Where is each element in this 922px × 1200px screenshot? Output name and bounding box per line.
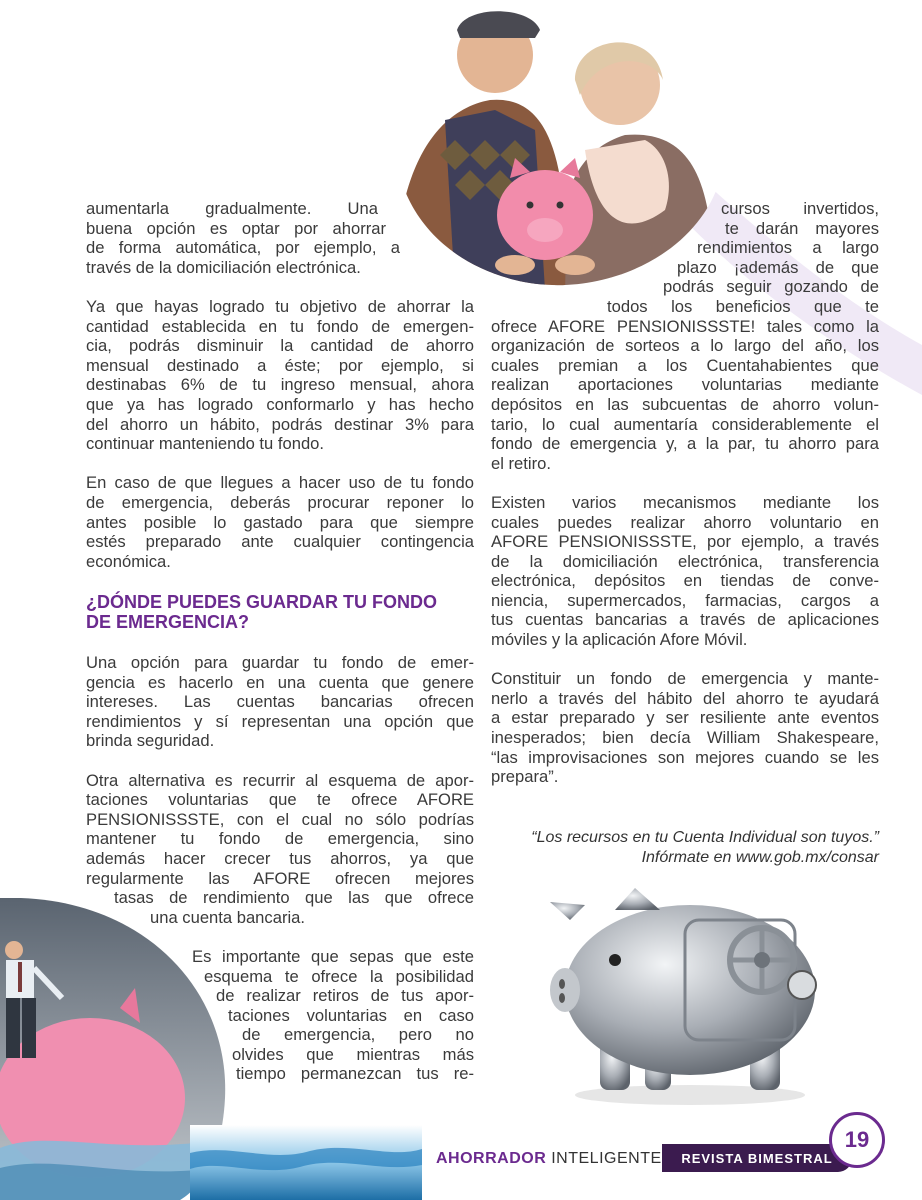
brand-bold: AHORRADOR (436, 1150, 547, 1167)
right-column (491, 199, 879, 787)
text-line: de realizar retiros de tus apor- (216, 986, 474, 1006)
text-line: fondo de emergencia y, a la par, tu ahorro para (491, 434, 879, 454)
magazine-brand (436, 1150, 662, 1168)
left-column (86, 199, 474, 571)
text-line: Es importante que sepas que este (192, 946, 474, 966)
text-line: móviles y la aplicación Afore Móvil. (491, 630, 748, 650)
right-paragraph-2 (491, 493, 879, 650)
heading-line: DE EMERGENCIA? (86, 612, 250, 632)
text-line: económica. (86, 551, 171, 571)
heading-line: ¿DÓNDE PUEDES GUARDAR TU FONDO (86, 592, 438, 612)
right-paragraph-1 (491, 199, 879, 473)
text-line: buena opción es optar por ahorrar (86, 218, 386, 238)
text-line: PENSIONISSSTE, con el cual no sólo podrías (86, 809, 474, 829)
text-line: prepara”. (491, 767, 559, 787)
text-line: nerlo a través del hábito del ahorro te ayudará (491, 688, 879, 708)
text-line: tiempo permanezcan tus re- (236, 1064, 474, 1084)
text-line: depósitos en las subcuentas de ahorro volun- (491, 394, 879, 414)
text-line: tus cuentas bancarias a través de aplicaciones (491, 610, 879, 630)
text-line: rendimientos a largo (697, 238, 879, 258)
text-line: niencia, supermercados, farmacias, cargos a (491, 590, 879, 610)
text-line: gencia es hacerlo en una cuenta que genere (86, 672, 474, 692)
left-paragraph-1 (86, 199, 474, 277)
text-line: mensual destinado a éste; por ejemplo, si (86, 355, 474, 375)
issue-badge: REVISTA BIMESTRAL (662, 1144, 852, 1172)
pull-quote (491, 828, 879, 868)
text-line: además hacer crecer tus ahorros, ya que (86, 848, 474, 868)
text-line: ofrece AFORE PENSIONISSSTE! tales como la (491, 316, 879, 336)
text-line: todos los beneficios que te (607, 296, 879, 316)
text-line: una cuenta bancaria. (150, 907, 305, 927)
text-line: cuales premian a los Cuentahabientes que (491, 355, 879, 375)
text-line: rendimientos y sí representan una opción que (86, 711, 474, 731)
text-line: olvides que mientras más (232, 1044, 474, 1064)
quote-line: Infórmate en www.gob.mx/consar (641, 849, 879, 866)
text-line: antes posible lo gastado para que siempre (86, 512, 474, 532)
text-line: realizan aportaciones voluntarias mediante (491, 375, 879, 395)
text-line: cursos invertidos, (721, 199, 879, 218)
left-paragraph-2 (86, 297, 474, 454)
left-paragraph-3 (86, 473, 474, 571)
text-line: estés preparado ante cualquier contingencia (86, 532, 474, 552)
text-line: continuar manteniendo tu fondo. (86, 434, 325, 454)
page-footer (436, 1127, 922, 1178)
text-line: electrónica, depósitos en tiendas de conve- (491, 571, 879, 591)
text-line: aumentarla gradualmente. Una (86, 199, 378, 218)
text-line: “las improvisaciones son mejores cuando se les (491, 747, 879, 767)
text-line: mantener tu fondo de emergencia, sino (86, 829, 474, 849)
quote-line: “Los recursos en tu Cuenta Individual son tuyos.” (531, 829, 879, 846)
text-line: Constituir un fondo de emergencia y mante- (491, 669, 879, 689)
text-line: intereses. Las cuentas bancarias ofrecen (86, 692, 474, 712)
left-paragraph-4 (86, 653, 474, 751)
text-line: de emergencia, deberás procurar reponer lo (86, 492, 474, 512)
section-heading (86, 592, 474, 632)
text-line: el retiro. (491, 453, 551, 473)
page-number: 19 (829, 1112, 885, 1168)
text-line: tario, lo cual aumentaría considerablemente el (491, 414, 879, 434)
text-line: taciones voluntarias que te ofrece AFORE (86, 790, 474, 810)
text-line: taciones voluntarias en caso (228, 1005, 474, 1025)
text-line: regularmente las AFORE ofrecen mejores (86, 868, 474, 888)
text-line: del ahorro un hábito, podrás destinar 3% para (86, 414, 474, 434)
text-line: tasas de rendimiento que las que ofrece (114, 888, 474, 908)
text-line: AFORE PENSIONISSSTE, por ejemplo, a través (491, 532, 879, 552)
water-splash-photo (190, 1125, 422, 1200)
text-line: esquema te ofrece la posibilidad (204, 966, 474, 986)
text-line: Otra alternativa es recurrir al esquema de apor- (86, 770, 474, 790)
text-line: de emergencia, pero no (242, 1025, 474, 1045)
text-line: inesperados; bien decía William Shakespeare, (491, 728, 879, 748)
text-line: Existen varios mecanismos mediante los (491, 492, 879, 512)
text-line: Ya que hayas logrado tu objetivo de ahorrar la (86, 296, 474, 316)
text-line: cuales puedes realizar ahorro voluntario en (491, 512, 879, 532)
text-line: podrás seguir gozando de (663, 277, 879, 297)
silver-piggy-safe-photo (540, 880, 830, 1110)
text-line: cia, podrás disminuir la cantidad de ahorro (86, 336, 474, 356)
text-line: que ya has logrado conformarlo y has hecho (86, 394, 474, 414)
text-line: cantidad establecida en tu fondo de emergen- (86, 316, 474, 336)
text-line: destinabas 6% de tu ingreso mensual, ahora (86, 375, 474, 395)
text-line: través de la domiciliación electrónica. (86, 257, 361, 277)
text-line: de forma automática, por ejemplo, a (86, 238, 400, 258)
brand-light: INTELIGENTE (546, 1150, 662, 1167)
text-line: En caso de que llegues a hacer uso de tu fondo (86, 473, 474, 493)
text-line: plazo ¡además de que (677, 257, 879, 277)
text-line: a estar preparado y ser resiliente ante eventos (491, 708, 879, 728)
right-paragraph-3 (491, 669, 879, 787)
text-line: Una opción para guardar tu fondo de emer- (86, 653, 474, 672)
text-line: de la domiciliación electrónica, transferencia (491, 551, 879, 571)
text-line: brinda seguridad. (86, 731, 215, 751)
text-line: organización de sorteos a lo largo del año, los (491, 336, 879, 356)
text-line: te darán mayores (725, 218, 879, 238)
